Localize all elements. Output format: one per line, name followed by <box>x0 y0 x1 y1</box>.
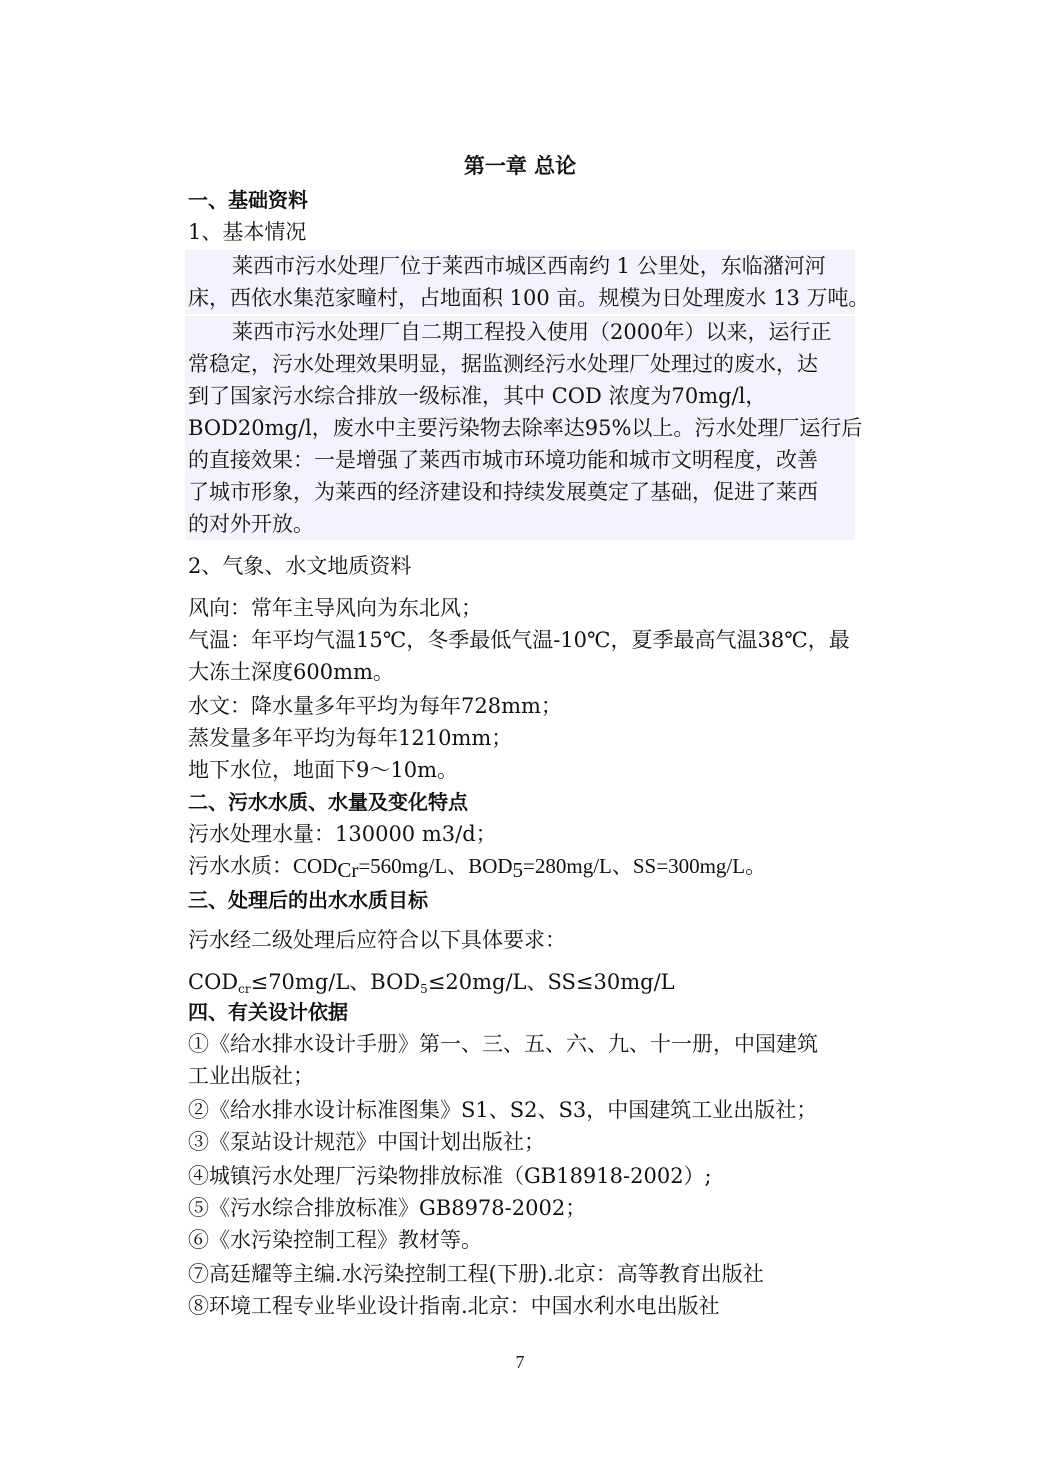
effluent-intro: 污水经二级处理后应符合以下具体要求： <box>188 928 566 952</box>
paragraph-line: 常稳定，污水处理效果明显，据监测经污水处理厂处理过的废水，达 <box>188 352 818 376</box>
reference-item: ⑤《污水综合排放标准》GB8978-2002； <box>188 1196 587 1220</box>
paragraph-line: 莱西市污水处理厂自二期工程投入使用（2000年）以来，运行正 <box>232 320 832 344</box>
climate-line: 水文：降水量多年平均为每年728mm； <box>188 694 562 718</box>
climate-line: 气温：年平均气温15℃，冬季最低气温-10℃，夏季最高气温38℃，最 <box>188 628 850 652</box>
paragraph-line: 床，西依水集范家疃村，占地面积 100 亩。规模为日处理废水 13 万吨。 <box>188 286 870 310</box>
effluent-targets <box>188 966 675 998</box>
reference-item: ⑥《水污染控制工程》教材等。 <box>188 1228 482 1252</box>
section-heading-4: 四、有关设计依据 <box>188 1000 348 1024</box>
climate-line: 风向：常年主导风向为东北风； <box>188 596 482 620</box>
climate-line: 蒸发量多年平均为每年1210mm； <box>188 726 513 750</box>
cod-value: =560mg/L、 <box>358 854 469 878</box>
water-volume: 污水处理水量：130000 m3/d； <box>188 822 497 846</box>
bod-subscript: 5 <box>512 858 524 882</box>
reference-item: ⑧环境工程专业毕业设计指南.北京：中国水利水电出版社 <box>188 1294 720 1318</box>
bod-value: =280mg/L、 <box>523 854 633 878</box>
bod-label: BOD <box>468 854 513 878</box>
reference-item: 工业出版社； <box>188 1064 314 1088</box>
water-quality <box>188 850 766 882</box>
paragraph-line: BOD20mg/l，废水中主要污染物去除率达95%以上。污水处理厂运行后 <box>188 416 863 440</box>
paragraph-line: 到了国家污水综合排放一级标准，其中 COD 浓度为70mg/l， <box>188 384 767 408</box>
subheading-basic-info: 1、基本情况 <box>188 220 307 244</box>
water-quality-label: 污水水质： <box>188 854 293 878</box>
reference-item: ①《给水排水设计手册》第一、三、五、六、九、十一册，中国建筑 <box>188 1032 818 1056</box>
reference-item: ⑦高廷耀等主编.水污染控制工程(下册).北京：高等教育出版社 <box>188 1262 764 1286</box>
section-heading-1: 一、基础资料 <box>188 188 308 212</box>
paragraph-line: 莱西市污水处理厂位于莱西市城区西南约 1 公里处，东临潴河河 <box>232 254 826 278</box>
target-bod-label: BOD <box>370 970 421 994</box>
target-cod-subscript: cr <box>238 982 251 996</box>
target-bod-subscript: 5 <box>420 982 428 996</box>
cod-subscript: Cr <box>337 858 359 882</box>
target-cod-label: COD <box>188 970 239 994</box>
paragraph-line: 的对外开放。 <box>188 512 314 536</box>
subheading-climate: 2、气象、水文地质资料 <box>188 554 412 578</box>
climate-line: 地下水位，地面下9～10m。 <box>188 758 458 782</box>
reference-item: ②《给水排水设计标准图集》S1、S2、S3，中国建筑工业出版社； <box>188 1098 818 1122</box>
climate-line: 大冻土深度600mm。 <box>188 660 394 684</box>
section-heading-3: 三、处理后的出水水质目标 <box>188 888 428 912</box>
chapter-title: 第一章 总论 <box>463 154 577 178</box>
section-heading-2: 二、污水水质、水量及变化特点 <box>188 790 468 814</box>
paragraph-line: 的直接效果：一是增强了莱西市城市环境功能和城市文明程度，改善 <box>188 448 818 472</box>
reference-item: ③《泵站设计规范》中国计划出版社； <box>188 1130 545 1154</box>
reference-item: ④城镇污水处理厂污染物排放标准（GB18918-2002）; <box>188 1164 712 1188</box>
page-number: 7 <box>515 1352 525 1372</box>
target-cod-value: ≤70mg/L、 <box>250 970 371 994</box>
ss-value: SS=300mg/L。 <box>632 854 767 878</box>
paragraph-line: 了城市形象，为莱西的经济建设和持续发展奠定了基础，促进了莱西 <box>188 480 818 504</box>
target-bod-ss-value: ≤20mg/L、SS≤30mg/L <box>427 970 675 994</box>
cod-label: COD <box>293 854 338 878</box>
